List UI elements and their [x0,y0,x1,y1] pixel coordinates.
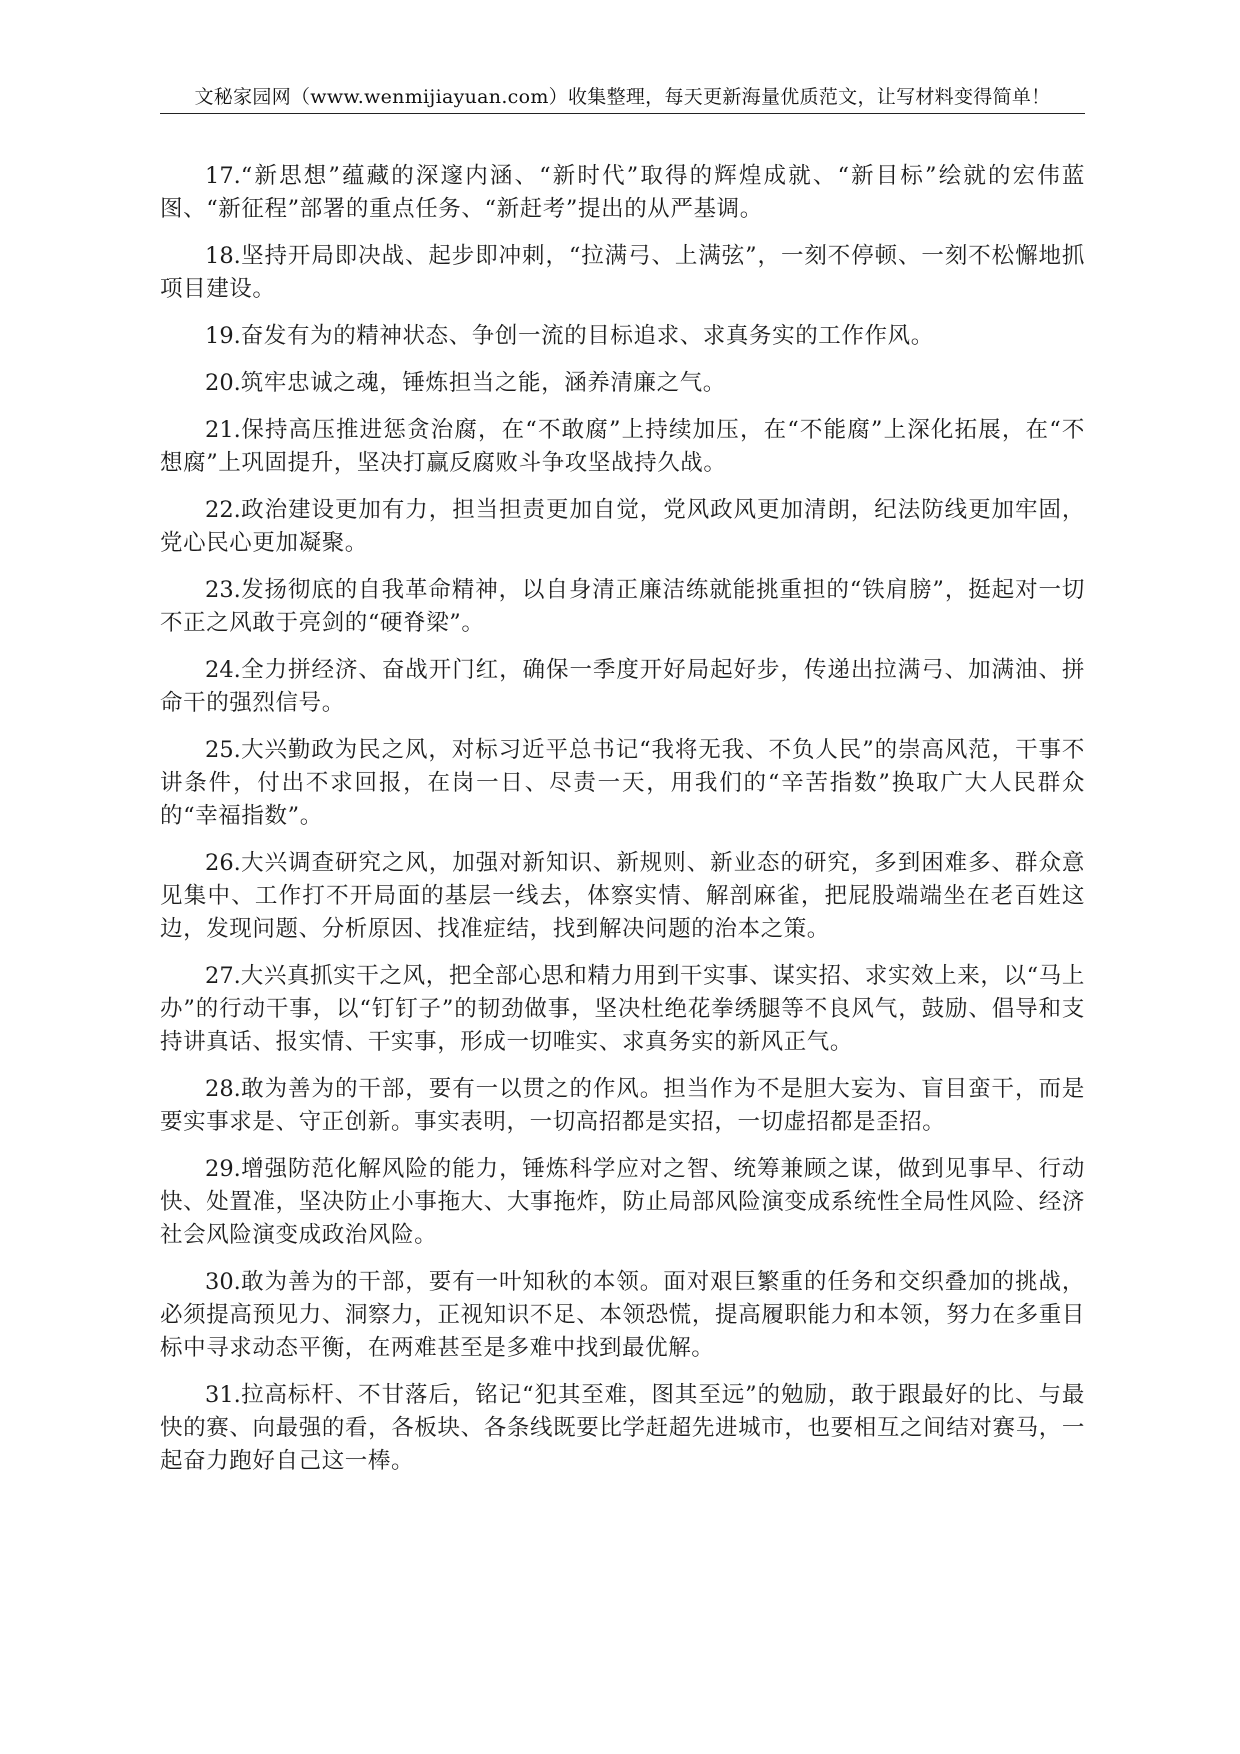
paragraph-number: 28. [205,1076,241,1102]
paragraph-text: 敢为善为的干部，要有一叶知秋的本领。面对艰巨繁重的任务和交织叠加的挑战，必须提高预见力、洞察力，正视知识不足、本领恐慌，提高履职能力和本领，努力在多重目标中寻求动态平衡，在两难甚至是多难中找到最优解。 [160,1269,1085,1361]
paragraph-text: 筑牢忠诚之魂，锤炼担当之能，涵养清廉之气。 [240,370,726,396]
paragraph-number: 18. [205,243,241,269]
paragraph-text: 增强防范化解风险的能力，锤炼科学应对之智、统筹兼顾之谋，做到见事早、行动快、处置准，坚决防止小事拖大、大事拖炸，防止局部风险演变成系统性全局性风险、经济社会风险演变成政治风险。 [160,1156,1085,1248]
paragraph-number: 25. [205,737,241,763]
paragraph-28 [160,1073,1085,1139]
paragraph-text: 拉高标杆、不甘落后，铭记“犯其至难，图其至远”的勉励，敢于跟最好的比、与最快的赛、向最强的看，各板块、各条线既要比学赶超先进城市，也要相互之间结对赛马，一起奋力跑好自己这一棒。 [160,1382,1085,1474]
paragraph-number: 19. [205,323,241,349]
paragraph-number: 30. [205,1269,241,1295]
paragraph-number: 22. [205,497,241,523]
paragraph-text: 大兴勤政为民之风，对标习近平总书记“我将无我、不负人民”的崇高风范，干事不讲条件，付出不求回报，在岗一日、尽责一天，用我们的“辛苦指数”换取广大人民群众的“幸福指数”。 [160,737,1085,829]
paragraph-number: 26. [205,850,241,876]
header-divider [160,113,1085,114]
paragraph-text: 大兴调查研究之风，加强对新知识、新规则、新业态的研究，多到困难多、群众意见集中、工作打不开局面的基层一线去，体察实情、解剖麻雀，把屁股端端坐在老百姓这边，发现问题、分析原因、找准症结，找到解决问题的治本之策。 [160,850,1085,942]
paragraph-text: 奋发有为的精神状态、争创一流的目标追求、求真务实的工作作风。 [240,323,934,349]
paragraph-number: 24. [205,657,241,683]
paragraph-text: 全力拼经济、奋战开门红，确保一季度开好局起好步，传递出拉满弓、加满油、拼命干的强烈信号。 [160,657,1085,716]
paragraph-23 [160,574,1085,640]
page-header: 文秘家园网（www.wenmijiayuan.com）收集整理，每天更新海量优质范文，让写材料变得简单！ [194,86,1051,108]
paragraph-text: 发扬彻底的自我革命精神，以自身清正廉洁练就能挑重担的“铁肩膀”，挺起对一切不正之风敢于亮剑的“硬脊梁”。 [160,577,1085,636]
paragraph-text: “新思想”蕴藏的深邃内涵、“新时代”取得的辉煌成就、“新目标”绘就的宏伟蓝图、“新征程”部署的重点任务、“新赶考”提出的从严基调。 [160,163,1085,222]
paragraph-22 [160,494,1085,560]
paragraph-29 [160,1153,1085,1252]
paragraph-number: 20. [205,370,241,396]
paragraph-number: 29. [205,1156,241,1182]
paragraph-17 [160,160,1085,226]
paragraph-text: 大兴真抓实干之风，把全部心思和精力用到干实事、谋实招、求实效上来，以“马上办”的行动干事，以“钉钉子”的韧劲做事，坚决杜绝花拳绣腿等不良风气，鼓励、倡导和支持讲真话、报实情、干实事，形成一切唯实、求真务实的新风正气。 [160,963,1085,1055]
document-body [160,160,1085,1492]
paragraph-31 [160,1379,1085,1478]
paragraph-21 [160,414,1085,480]
paragraph-number: 31. [205,1382,241,1408]
paragraph-24 [160,654,1085,720]
paragraph-text: 坚持开局即决战、起步即冲刺，“拉满弓、上满弦”，一刻不停顿、一刻不松懈地抓项目建设。 [160,243,1085,302]
paragraph-number: 23. [205,577,241,603]
paragraph-27 [160,960,1085,1059]
paragraph-18 [160,240,1085,306]
paragraph-number: 27. [205,963,241,989]
paragraph-19 [160,320,1085,353]
paragraph-text: 敢为善为的干部，要有一以贯之的作风。担当作为不是胆大妄为、盲目蛮干，而是要实事求是、守正创新。事实表明，一切高招都是实招，一切虚招都是歪招。 [160,1076,1085,1135]
paragraph-30 [160,1266,1085,1365]
paragraph-20 [160,367,1085,400]
paragraph-26 [160,847,1085,946]
paragraph-text: 政治建设更加有力，担当担责更加自觉，党风政风更加清朗，纪法防线更加牢固，党心民心更加凝聚。 [160,497,1085,556]
paragraph-text: 保持高压推进惩贪治腐，在“不敢腐”上持续加压，在“不能腐”上深化拓展，在“不想腐”上巩固提升，坚决打赢反腐败斗争攻坚战持久战。 [160,417,1085,476]
paragraph-25 [160,734,1085,833]
paragraph-number: 17. [205,163,241,189]
paragraph-number: 21. [205,417,241,443]
